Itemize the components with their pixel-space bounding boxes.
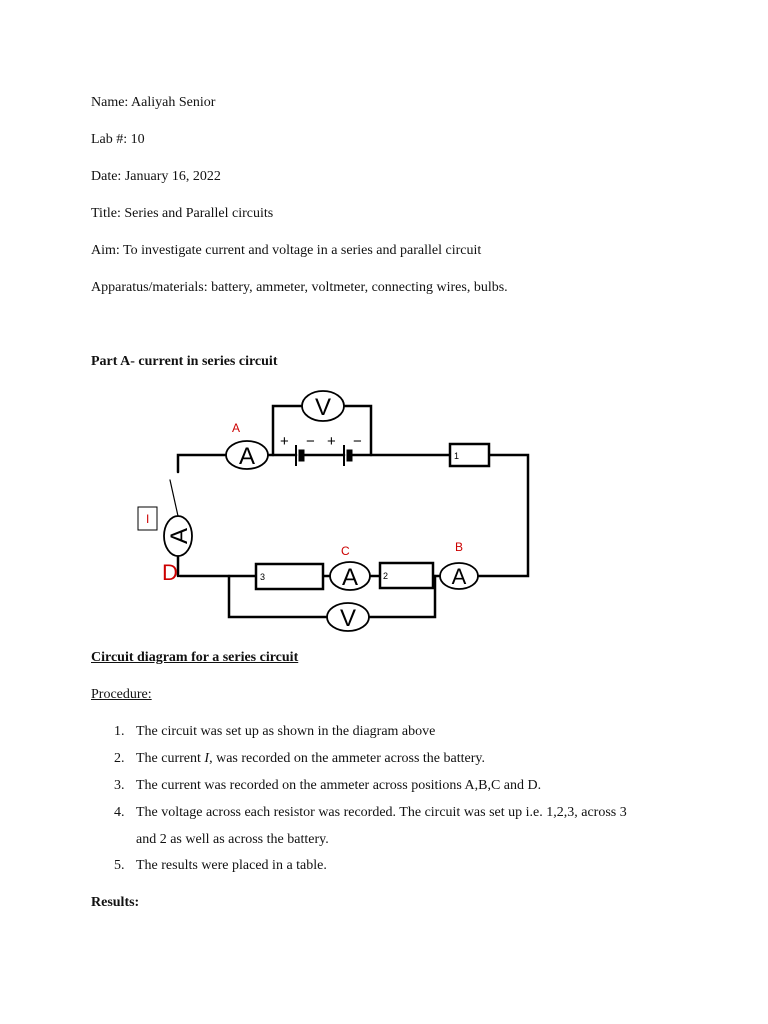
position-b-label: B — [455, 540, 464, 554]
ammeter-c-symbol: A — [341, 564, 359, 591]
current-i-label: I — [146, 512, 150, 526]
battery-plus-2: + — [327, 433, 336, 450]
lab-aim: Aim: To investigate current and voltage in a series and parallel circuit — [91, 243, 482, 258]
voltmeter-resistors-symbol: V — [339, 605, 357, 632]
step-3-text: The current was recorded on the ammeter across positions A,B,C and D. — [136, 778, 542, 793]
step-1-text: The circuit was set up as shown in the diagram above — [136, 724, 436, 739]
resistor-2-label: 2 — [383, 571, 389, 581]
step-2-number: 2. — [114, 751, 125, 766]
current-variable: I — [204, 751, 210, 766]
position-c-label: C — [341, 544, 350, 558]
apparatus-list: Apparatus/materials: battery, ammeter, voltmeter, connecting wires, bulbs. — [91, 280, 508, 295]
resistor-3-icon — [256, 564, 323, 589]
lab-title: Title: Series and Parallel circuits — [91, 206, 274, 221]
student-name: Name: Aaliyah Senior — [91, 95, 216, 110]
position-a-label: A — [232, 421, 241, 435]
voltmeter-battery-symbol: V — [314, 394, 332, 421]
diagram-caption: Circuit diagram for a series circuit — [91, 650, 299, 665]
ammeter-a-symbol: A — [238, 443, 256, 470]
ammeter-b-symbol: A — [451, 564, 467, 589]
lab-date: Date: January 16, 2022 — [91, 169, 221, 184]
wire-top-left — [178, 455, 226, 472]
step-2-text: The current I, was recorded on the ammeter across the battery. — [136, 751, 485, 766]
step-3-number: 3. — [114, 778, 125, 793]
step-4-text-line-2: and 2 as well as across the battery. — [136, 832, 329, 847]
procedure-heading: Procedure: — [91, 687, 152, 702]
battery-minus-1: − — [306, 433, 315, 450]
step-4-text-line-1: The voltage across each resistor was recorded. The circuit was set up i.e. 1,2,3, across 3 — [136, 805, 627, 820]
resistor-1-label: 1 — [454, 451, 460, 461]
lab-number: Lab #: 10 — [91, 132, 145, 147]
results-heading: Results: — [91, 895, 140, 910]
resistor-3-label: 3 — [260, 572, 266, 582]
step-5-text: The results were placed in a table. — [136, 858, 327, 873]
step-5-number: 5. — [114, 858, 125, 873]
battery-plus-1: + — [280, 433, 289, 450]
step-1-number: 1. — [114, 724, 125, 739]
battery-minus-2: − — [353, 433, 362, 450]
switch-lever — [170, 480, 178, 516]
ammeter-i-symbol: A — [166, 527, 193, 545]
step-4-number: 4. — [114, 805, 125, 820]
position-d-label: D — [162, 560, 178, 585]
part-a-heading: Part A- current in series circuit — [91, 354, 278, 369]
wire-right-side — [478, 455, 528, 576]
